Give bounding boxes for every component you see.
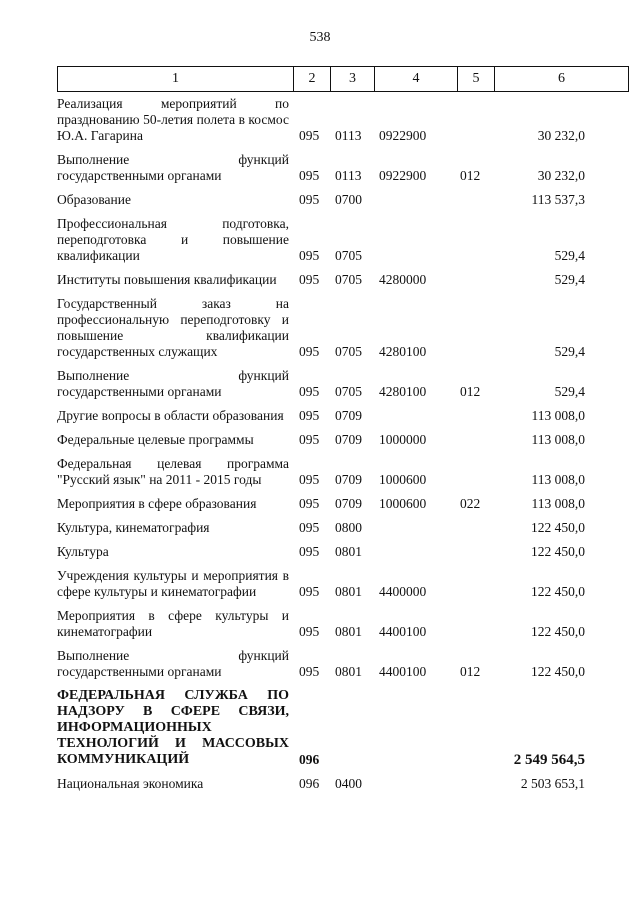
row-target-item: 4400000 xyxy=(379,584,427,599)
row-name: Другие вопросы в области образования xyxy=(57,408,284,423)
row-target-item: 1000600 xyxy=(379,496,427,511)
header-col-2: 2 xyxy=(294,67,331,91)
row-target-item: 4280000 xyxy=(379,272,427,287)
row-amount: 122 450,0 xyxy=(531,664,585,679)
row-target-item: 4400100 xyxy=(379,664,427,679)
row-code: 095 xyxy=(299,664,320,679)
row-section: 0801 xyxy=(335,584,362,599)
row-section: 0705 xyxy=(335,272,362,287)
row-section: 0709 xyxy=(335,496,362,511)
row-code: 095 xyxy=(299,128,320,143)
row-code: 095 xyxy=(299,544,320,559)
row-expense-type: 012 xyxy=(460,664,481,679)
row-name: Государственный заказ на профессиональную переподготовку и повышение квалификации государственных служащих xyxy=(57,296,289,359)
row-target-item: 0922900 xyxy=(379,128,427,143)
row-name: Выполнение функций государственными органами xyxy=(57,648,289,679)
row-name: Институты повышения квалификации xyxy=(57,272,277,287)
row-expense-type: 012 xyxy=(460,384,481,399)
table-row xyxy=(57,216,629,264)
row-section: 0709 xyxy=(335,408,362,423)
row-amount: 529,4 xyxy=(554,344,585,359)
row-code: 096 xyxy=(299,752,320,767)
row-section: 0705 xyxy=(335,248,362,263)
row-target-item: 4280100 xyxy=(379,344,427,359)
row-section: 0113 xyxy=(335,128,362,143)
row-code: 095 xyxy=(299,384,320,399)
row-section: 0801 xyxy=(335,544,362,559)
row-name: Культура, кинематография xyxy=(57,520,210,535)
row-name: Выполнение функций государственными органами xyxy=(57,368,289,399)
table-row xyxy=(57,608,629,640)
row-amount: 2 549 564,5 xyxy=(513,752,585,768)
table-row xyxy=(57,496,629,512)
row-target-item: 1000000 xyxy=(379,432,427,447)
row-section: 0801 xyxy=(335,664,362,679)
row-code: 095 xyxy=(299,496,320,511)
row-code: 095 xyxy=(299,408,320,423)
row-amount: 122 450,0 xyxy=(531,520,585,535)
row-amount: 30 232,0 xyxy=(537,168,585,183)
row-amount: 113 008,0 xyxy=(531,408,585,423)
table-row xyxy=(57,432,629,448)
header-col-6: 6 xyxy=(558,71,565,86)
row-code: 095 xyxy=(299,272,320,287)
table-row xyxy=(57,568,629,600)
row-name: ФЕДЕРАЛЬНАЯ СЛУЖБА ПО НАДЗОРУ В СФЕРЕ СВЯЗИ, ИНФОРМАЦИОННЫХ ТЕХНОЛОГИЙ И МАССОВЫХ КОММУНИКАЦИЙ xyxy=(57,688,289,767)
row-amount: 113 537,3 xyxy=(531,192,585,207)
row-amount: 113 008,0 xyxy=(531,432,585,447)
table-body xyxy=(57,96,629,800)
header-col-3: 3 xyxy=(331,67,375,91)
row-code: 095 xyxy=(299,624,320,639)
row-name: Образование xyxy=(57,192,131,207)
row-code: 095 xyxy=(299,432,320,447)
row-section: 0113 xyxy=(335,168,362,183)
table-row xyxy=(57,520,629,536)
row-code: 096 xyxy=(299,776,320,791)
row-name: Федеральные целевые программы xyxy=(57,432,254,447)
row-name: Федеральная целевая программа "Русский язык" на 2011 - 2015 годы xyxy=(57,456,289,487)
table-row xyxy=(57,192,629,208)
row-section: 0705 xyxy=(335,384,362,399)
table-row xyxy=(57,776,629,792)
row-amount: 529,4 xyxy=(554,248,585,263)
row-name: Мероприятия в сфере образования xyxy=(57,496,257,511)
row-section: 0709 xyxy=(335,472,362,487)
table-row xyxy=(57,688,629,768)
row-code: 095 xyxy=(299,584,320,599)
table-row xyxy=(57,368,629,400)
row-name: Культура xyxy=(57,544,109,559)
row-amount: 113 008,0 xyxy=(531,496,585,511)
row-code: 095 xyxy=(299,192,320,207)
row-code: 095 xyxy=(299,472,320,487)
row-amount: 529,4 xyxy=(554,384,585,399)
row-section: 0801 xyxy=(335,624,362,639)
row-name: Реализация мероприятий по празднованию 50-летия полета в космос Ю.А. Гагарина xyxy=(57,96,289,143)
row-name: Мероприятия в сфере культуры и кинематографии xyxy=(57,608,289,639)
row-amount: 30 232,0 xyxy=(537,128,585,143)
table-row xyxy=(57,296,629,360)
table-row xyxy=(57,544,629,560)
row-section: 0700 xyxy=(335,192,362,207)
row-name: Профессиональная подготовка, переподготовка и повышение квалификации xyxy=(57,216,289,263)
header-col-4: 4 xyxy=(375,67,458,91)
row-target-item: 1000600 xyxy=(379,472,427,487)
table-row xyxy=(57,456,629,488)
row-target-item: 4400100 xyxy=(379,624,427,639)
table-row xyxy=(57,96,629,144)
row-section: 0800 xyxy=(335,520,362,535)
row-section: 0709 xyxy=(335,432,362,447)
row-name: Учреждения культуры и мероприятия в сфере культуры и кинематографии xyxy=(57,568,289,599)
row-code: 095 xyxy=(299,248,320,263)
table-row xyxy=(57,152,629,184)
table-row xyxy=(57,408,629,424)
row-target-item: 0922900 xyxy=(379,168,427,183)
row-amount: 113 008,0 xyxy=(531,472,585,487)
row-expense-type: 022 xyxy=(460,496,481,511)
row-amount: 122 450,0 xyxy=(531,624,585,639)
row-section: 0705 xyxy=(335,344,362,359)
table-header xyxy=(57,66,629,92)
row-code: 095 xyxy=(299,344,320,359)
row-amount: 2 503 653,1 xyxy=(520,776,585,791)
row-amount: 529,4 xyxy=(554,272,585,287)
row-name: Национальная экономика xyxy=(57,776,204,791)
row-section: 0400 xyxy=(335,776,362,791)
row-amount: 122 450,0 xyxy=(531,584,585,599)
header-col-5: 5 xyxy=(458,67,495,91)
header-col-1: 1 xyxy=(58,67,294,91)
table-row xyxy=(57,272,629,288)
row-code: 095 xyxy=(299,520,320,535)
row-code: 095 xyxy=(299,168,320,183)
table-row xyxy=(57,648,629,680)
row-expense-type: 012 xyxy=(460,168,481,183)
row-name: Выполнение функций государственными органами xyxy=(57,152,289,183)
row-target-item: 4280100 xyxy=(379,384,427,399)
page-number: 538 xyxy=(309,30,331,45)
row-amount: 122 450,0 xyxy=(531,544,585,559)
